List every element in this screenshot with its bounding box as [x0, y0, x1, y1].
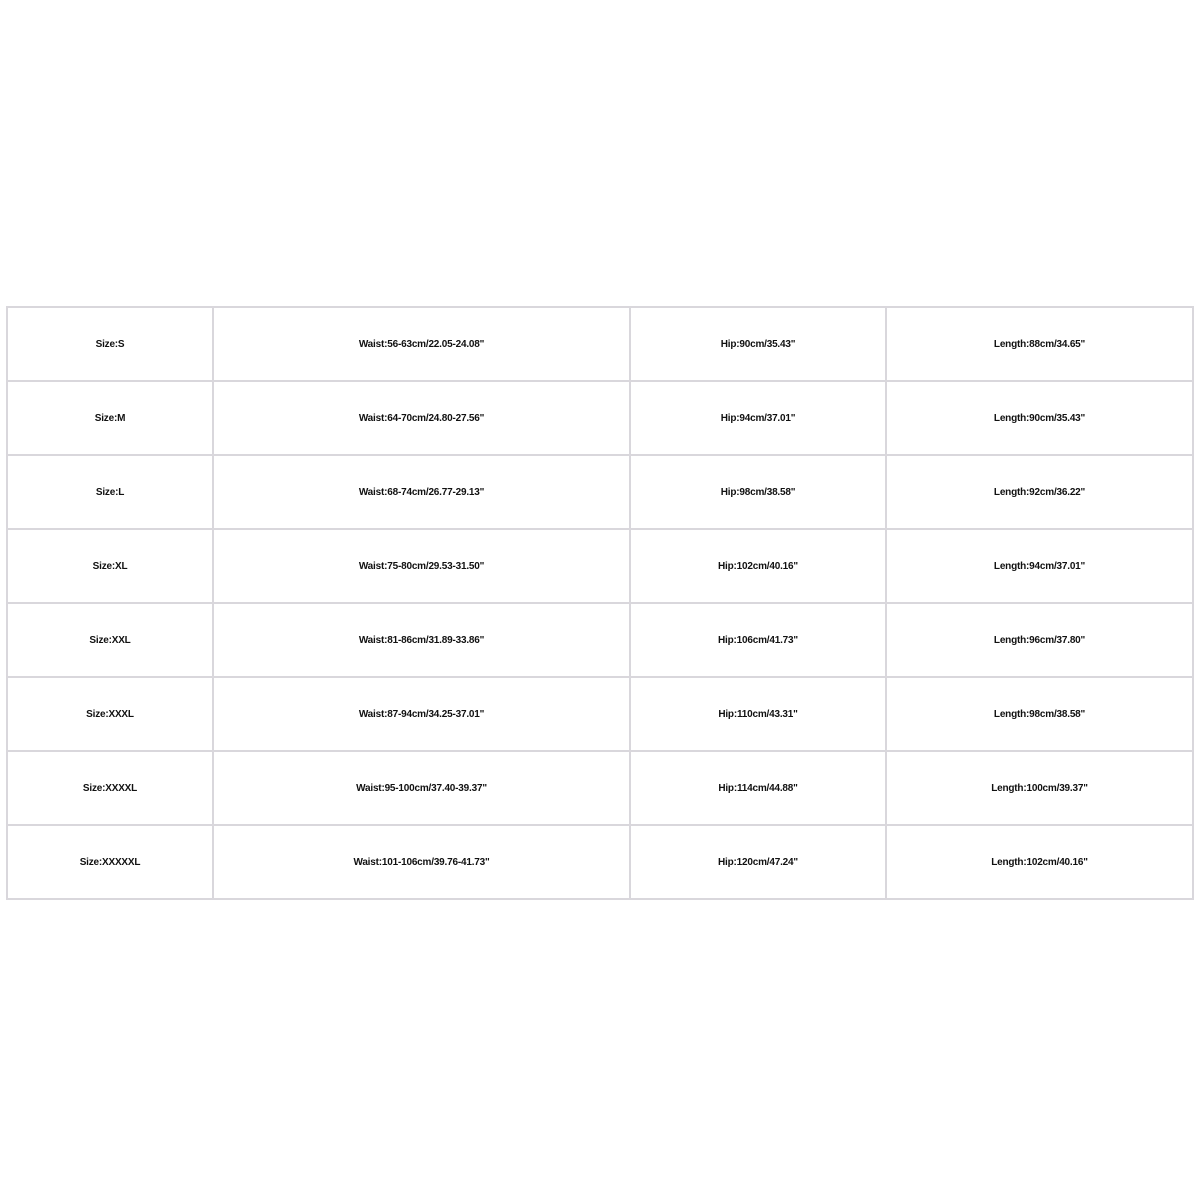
- waist-cell: Waist:75-80cm/29.53-31.50": [212, 528, 629, 602]
- size-cell: Size:S: [6, 306, 212, 380]
- size-chart-table: [6, 306, 1194, 900]
- size-row-xxxxl: [6, 750, 1194, 824]
- waist-cell: Waist:87-94cm/34.25-37.01": [212, 676, 629, 750]
- waist-cell: Waist:68-74cm/26.77-29.13": [212, 454, 629, 528]
- size-row-xxxl: [6, 676, 1194, 750]
- waist-cell: Waist:95-100cm/37.40-39.37": [212, 750, 629, 824]
- size-cell: Size:XL: [6, 528, 212, 602]
- size-cell: Size:XXXL: [6, 676, 212, 750]
- size-cell: Size:XXXXL: [6, 750, 212, 824]
- waist-cell: Waist:64-70cm/24.80-27.56": [212, 380, 629, 454]
- size-cell: Size:M: [6, 380, 212, 454]
- waist-cell: Waist:101-106cm/39.76-41.73": [212, 824, 629, 900]
- length-cell: Length:94cm/37.01": [885, 528, 1194, 602]
- hip-cell: Hip:94cm/37.01": [629, 380, 885, 454]
- size-cell: Size:L: [6, 454, 212, 528]
- hip-cell: Hip:110cm/43.31": [629, 676, 885, 750]
- length-cell: Length:90cm/35.43": [885, 380, 1194, 454]
- waist-cell: Waist:56-63cm/22.05-24.08": [212, 306, 629, 380]
- length-cell: Length:100cm/39.37": [885, 750, 1194, 824]
- size-row-m: [6, 380, 1194, 454]
- hip-cell: Hip:98cm/38.58": [629, 454, 885, 528]
- size-cell: Size:XXL: [6, 602, 212, 676]
- size-cell: Size:XXXXXL: [6, 824, 212, 900]
- size-row-s: [6, 306, 1194, 380]
- hip-cell: Hip:90cm/35.43": [629, 306, 885, 380]
- length-cell: Length:96cm/37.80": [885, 602, 1194, 676]
- size-row-xl: [6, 528, 1194, 602]
- waist-cell: Waist:81-86cm/31.89-33.86": [212, 602, 629, 676]
- hip-cell: Hip:106cm/41.73": [629, 602, 885, 676]
- length-cell: Length:102cm/40.16": [885, 824, 1194, 900]
- size-row-xxxxxl: [6, 824, 1194, 900]
- size-row-l: [6, 454, 1194, 528]
- length-cell: Length:88cm/34.65": [885, 306, 1194, 380]
- hip-cell: Hip:120cm/47.24": [629, 824, 885, 900]
- length-cell: Length:98cm/38.58": [885, 676, 1194, 750]
- hip-cell: Hip:102cm/40.16": [629, 528, 885, 602]
- length-cell: Length:92cm/36.22": [885, 454, 1194, 528]
- hip-cell: Hip:114cm/44.88": [629, 750, 885, 824]
- size-row-xxl: [6, 602, 1194, 676]
